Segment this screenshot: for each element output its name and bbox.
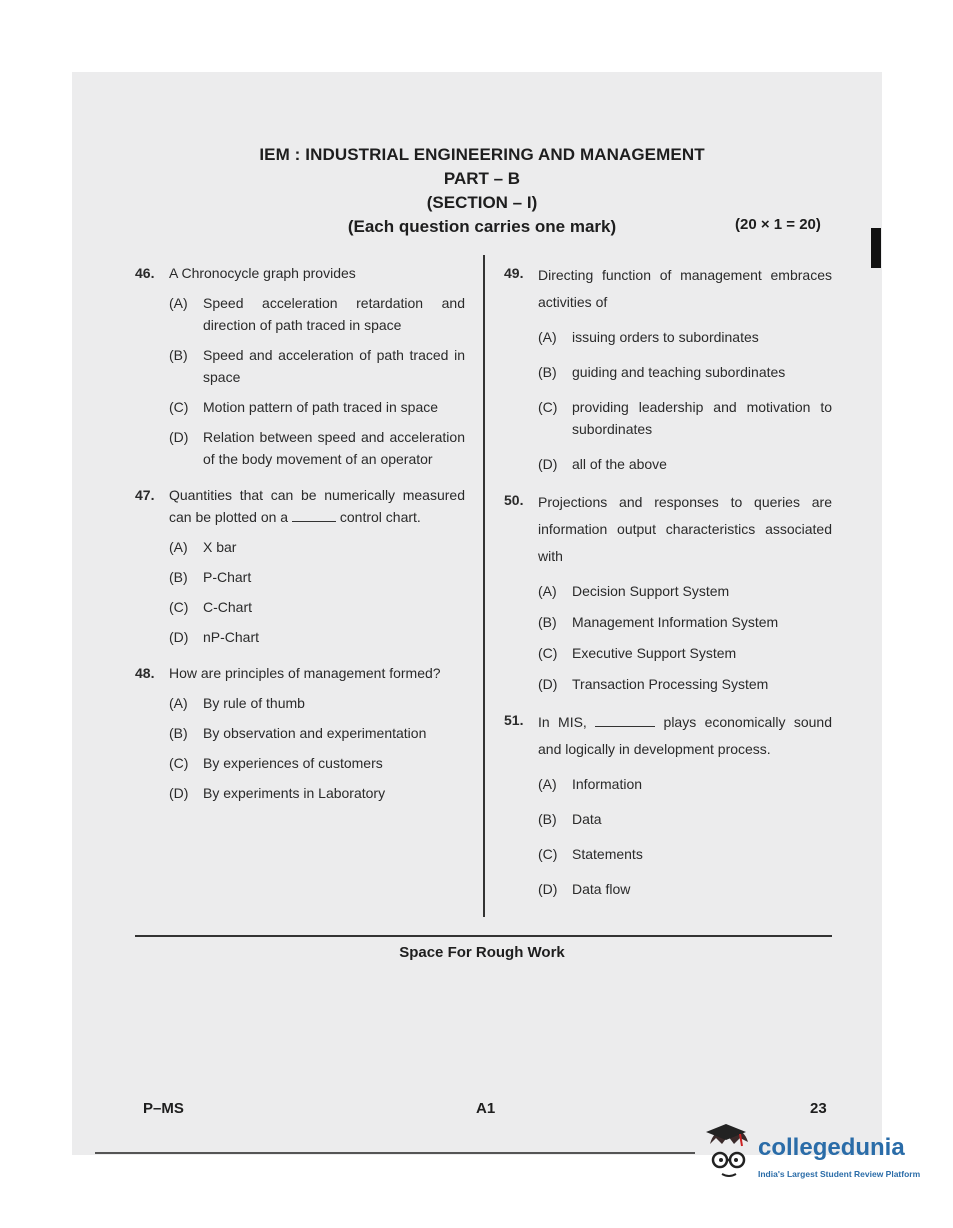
option-b: (B) Data bbox=[538, 811, 602, 827]
answer-blank bbox=[292, 507, 336, 522]
question-text: In MIS, plays economically sound and logically in development process. bbox=[538, 714, 832, 757]
option-c: (C) Statements bbox=[538, 846, 643, 862]
question-number: 48. bbox=[135, 665, 155, 681]
question-text: A Chronocycle graph provides bbox=[169, 265, 356, 281]
question-text: How are principles of management formed? bbox=[169, 665, 441, 681]
section-heading: (SECTION – I) bbox=[426, 193, 538, 212]
question-number: 49. bbox=[504, 265, 524, 281]
option-d: (D) all of the above bbox=[538, 456, 667, 472]
option-a: (A) issuing orders to subordinates bbox=[538, 329, 759, 345]
question-46 bbox=[135, 262, 465, 470]
brand-tagline: India's Largest Student Review Platform bbox=[758, 1169, 921, 1179]
option-c: (C) Executive Support System bbox=[538, 645, 737, 661]
option-b: (B) By observation and experimentation bbox=[169, 725, 427, 741]
option-b: (B) guiding and teaching subordinates bbox=[538, 364, 786, 380]
option-c: (C) C-Chart bbox=[169, 599, 253, 615]
question-49 bbox=[504, 262, 832, 475]
answer-blank bbox=[595, 712, 655, 727]
option-a: (A) X bar bbox=[169, 539, 237, 555]
option-d: (D) Relation between speed and acceleration of the body movement of an operator bbox=[169, 429, 465, 467]
brand-watermark bbox=[700, 1122, 940, 1192]
page-number: 23 bbox=[810, 1100, 827, 1117]
question-48 bbox=[135, 662, 465, 804]
option-c: (C) By experiences of customers bbox=[169, 755, 383, 771]
option-d: (D) nP-Chart bbox=[169, 629, 260, 645]
question-number: 51. bbox=[504, 712, 524, 728]
option-d: (D) Transaction Processing System bbox=[538, 676, 769, 692]
rough-work-label: Space For Rough Work bbox=[399, 944, 565, 961]
option-b: (B) Management Information System bbox=[538, 614, 779, 630]
mascot-logo-icon bbox=[700, 1122, 758, 1192]
brand-name: collegedunia bbox=[758, 1134, 905, 1161]
bottom-rule bbox=[95, 1152, 695, 1154]
left-column bbox=[135, 262, 465, 818]
question-text: Quantities that can be numerically measured can be plotted on a control chart. bbox=[169, 487, 465, 525]
paper-set: A1 bbox=[476, 1100, 496, 1117]
option-a: (A) Speed acceleration retardation and direction of path traced in space bbox=[169, 295, 465, 333]
rough-work-divider bbox=[135, 935, 832, 937]
total-marks: (20 × 1 = 20) bbox=[735, 216, 821, 233]
question-47 bbox=[135, 484, 465, 648]
question-number: 50. bbox=[504, 492, 524, 508]
part-heading: PART – B bbox=[443, 169, 521, 188]
option-c: (C) providing leadership and motivation to subordinates bbox=[538, 399, 832, 437]
mark-instruction: (Each question carries one mark) bbox=[347, 217, 617, 236]
paper-code: P–MS bbox=[143, 1100, 184, 1117]
option-c: (C) Motion pattern of path traced in space bbox=[169, 399, 439, 415]
question-text: Projections and responses to queries are information output characteristics associated with bbox=[538, 494, 832, 564]
question-50 bbox=[504, 489, 832, 695]
right-column bbox=[504, 262, 832, 914]
option-a: (A) Decision Support System bbox=[538, 583, 730, 599]
option-d: (D) By experiments in Laboratory bbox=[169, 785, 386, 801]
question-text: Directing function of management embraces activities of bbox=[538, 267, 832, 310]
question-number: 47. bbox=[135, 487, 155, 503]
option-a: (A) By rule of thumb bbox=[169, 695, 305, 711]
question-number: 46. bbox=[135, 265, 155, 281]
option-d: (D) Data flow bbox=[538, 881, 631, 897]
column-divider bbox=[483, 255, 485, 917]
option-a: (A) Information bbox=[538, 776, 643, 792]
question-51 bbox=[504, 709, 832, 900]
exam-title: IEM : INDUSTRIAL ENGINEERING AND MANAGEMENT bbox=[259, 145, 705, 164]
option-b: (B) P-Chart bbox=[169, 569, 252, 585]
option-b: (B) Speed and acceleration of path traced in space bbox=[169, 347, 465, 385]
